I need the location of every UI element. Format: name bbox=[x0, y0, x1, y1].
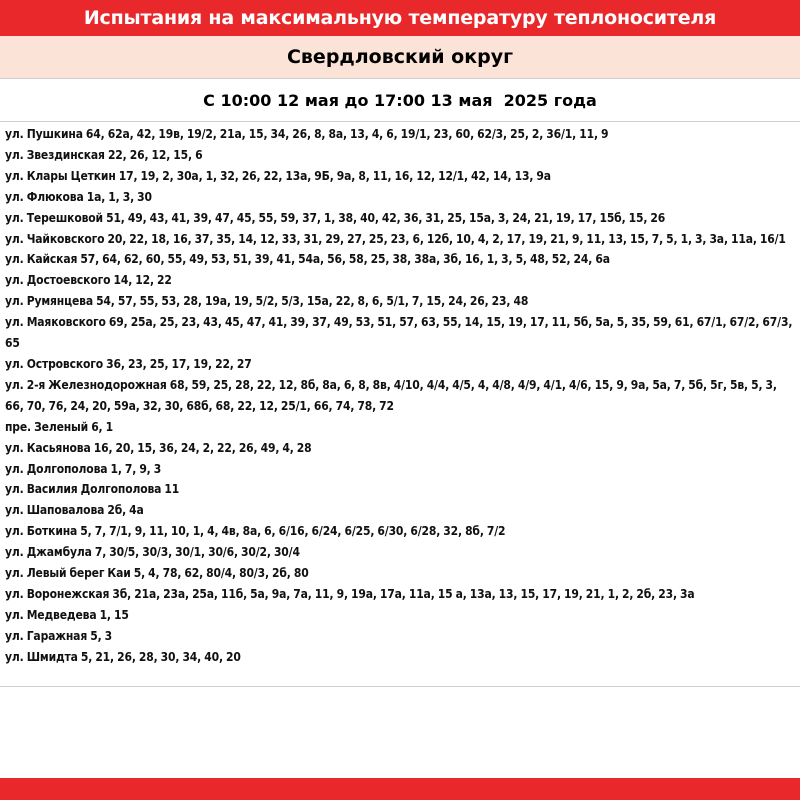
street-item: ул. Достоевского 14, 12, 22 bbox=[5, 273, 172, 288]
street-item: ул. Звездинская 22, 26, 12, 15, 6 bbox=[5, 147, 203, 162]
period-text: С 10:00 12 мая до 17:00 13 мая 2025 года bbox=[203, 90, 597, 110]
street-item: пре. Зеленый 6, 1 bbox=[5, 419, 113, 434]
street-item: ул. Флюкова 1а, 1, 3, 30 bbox=[5, 189, 152, 204]
district-name: Свердловский округ bbox=[286, 46, 514, 68]
street-item: ул. Шаповалова 2б, 4а bbox=[5, 503, 144, 518]
street-item: ул. Левый берег Каи 5, 4, 78, 62, 80/4, 80/3, 2б, 80 bbox=[5, 566, 309, 581]
street-list bbox=[0, 122, 800, 687]
street-item: ул. Медведева 1, 15 bbox=[5, 607, 129, 622]
period-row bbox=[0, 79, 800, 122]
street-item: ул. Островского 36, 23, 25, 17, 19, 22, 27 bbox=[5, 356, 252, 371]
page-title: Испытания на максимальную температуру теплоносителя bbox=[83, 7, 717, 29]
street-item: ул. 2-я Железнодорожная 68, 59, 25, 28, 22, 12, 8б, 8а, 6, 8, 8в, 4/10, 4/4, 4/5, 4, 4/8, 4/9, 4/1, 4/6, 15, 9, 9а, 5а, 7, 5б, 5г, 5в, 5, 3, 66, 70, 76, 24, 20, 59а, 32, 30, 68б, 68, 22, 12, 25/1, 66, 74, 78, 72 bbox=[5, 377, 777, 413]
street-item: ул. Джамбула 7, 30/5, 30/3, 30/1, 30/6, 30/2, 30/4 bbox=[5, 545, 300, 560]
street-item: ул. Терешковой 51, 49, 43, 41, 39, 47, 45, 55, 59, 37, 1, 38, 40, 42, 36, 31, 25, 15а, 3, 24, 21, 19, 17, 15б, 15, 26 bbox=[5, 210, 666, 225]
street-item: ул. Воронежская 3б, 21а, 23а, 25а, 11б, 5а, 9а, 7а, 11, 9, 19а, 17а, 11а, 15 а, 13а, 13, 15, 17, 19, 21, 1, 2, 2б, 23, 3а bbox=[5, 586, 695, 601]
street-item: ул. Долгополова 1, 7, 9, 3 bbox=[5, 461, 162, 476]
street-item: ул. Маяковского 69, 25а, 25, 23, 43, 45, 47, 41, 39, 37, 49, 53, 51, 57, 63, 55, 14, 15, 19, 17, 11, 5б, 5а, 5, 35, 59, 61, 67/1, 67/2, 67/3, 65 bbox=[5, 315, 793, 351]
street-item: ул. Чайковского 20, 22, 18, 16, 37, 35, 14, 12, 33, 31, 29, 27, 25, 23, 6, 12б, 10, 4, 2, 17, 19, 21, 9, 11, 13, 15, 7, 5, 1, 3, 3а, 11а, 16/1 bbox=[5, 231, 786, 246]
street-item: ул. Шмидта 5, 21, 26, 28, 30, 34, 40, 20 bbox=[5, 649, 241, 664]
street-item: ул. Гаражная 5, 3 bbox=[5, 628, 112, 643]
street-item: ул. Клары Цеткин 17, 19, 2, 30а, 1, 32, 26, 22, 13а, 9Б, 9а, 8, 11, 16, 12, 12/1, 42, 14, 13, 9а bbox=[5, 168, 551, 183]
district-bar bbox=[0, 36, 800, 79]
street-item: ул. Кайская 57, 64, 62, 60, 55, 49, 53, 51, 39, 41, 54а, 56, 58, 25, 38, 38а, 3б, 16, 1, 3, 5, 48, 52, 24, 6а bbox=[5, 252, 610, 267]
street-item: ул. Румянцева 54, 57, 55, 53, 28, 19а, 19, 5/2, 5/3, 15а, 22, 8, 6, 5/1, 7, 15, 24, 26, 23, 48 bbox=[5, 294, 529, 309]
street-item: ул. Пушкина 64, 62а, 42, 19в, 19/2, 21а, 15, 34, 26, 8, 8а, 13, 4, 6, 19/1, 23, 60, 62/3, 25, 2, 36/1, 11, 9 bbox=[5, 127, 609, 141]
header-title-bar bbox=[0, 0, 800, 36]
street-item: ул. Касьянова 16, 20, 15, 36, 24, 2, 22, 26, 49, 4, 28 bbox=[5, 440, 312, 455]
street-item: ул. Боткина 5, 7, 7/1, 9, 11, 10, 1, 4, 4в, 8а, 6, 6/16, 6/24, 6/25, 6/30, 6/28, 32, 8б, 7/2 bbox=[5, 524, 506, 539]
street-item: ул. Василия Долгополова 11 bbox=[5, 482, 180, 497]
footer-bar bbox=[0, 778, 800, 800]
